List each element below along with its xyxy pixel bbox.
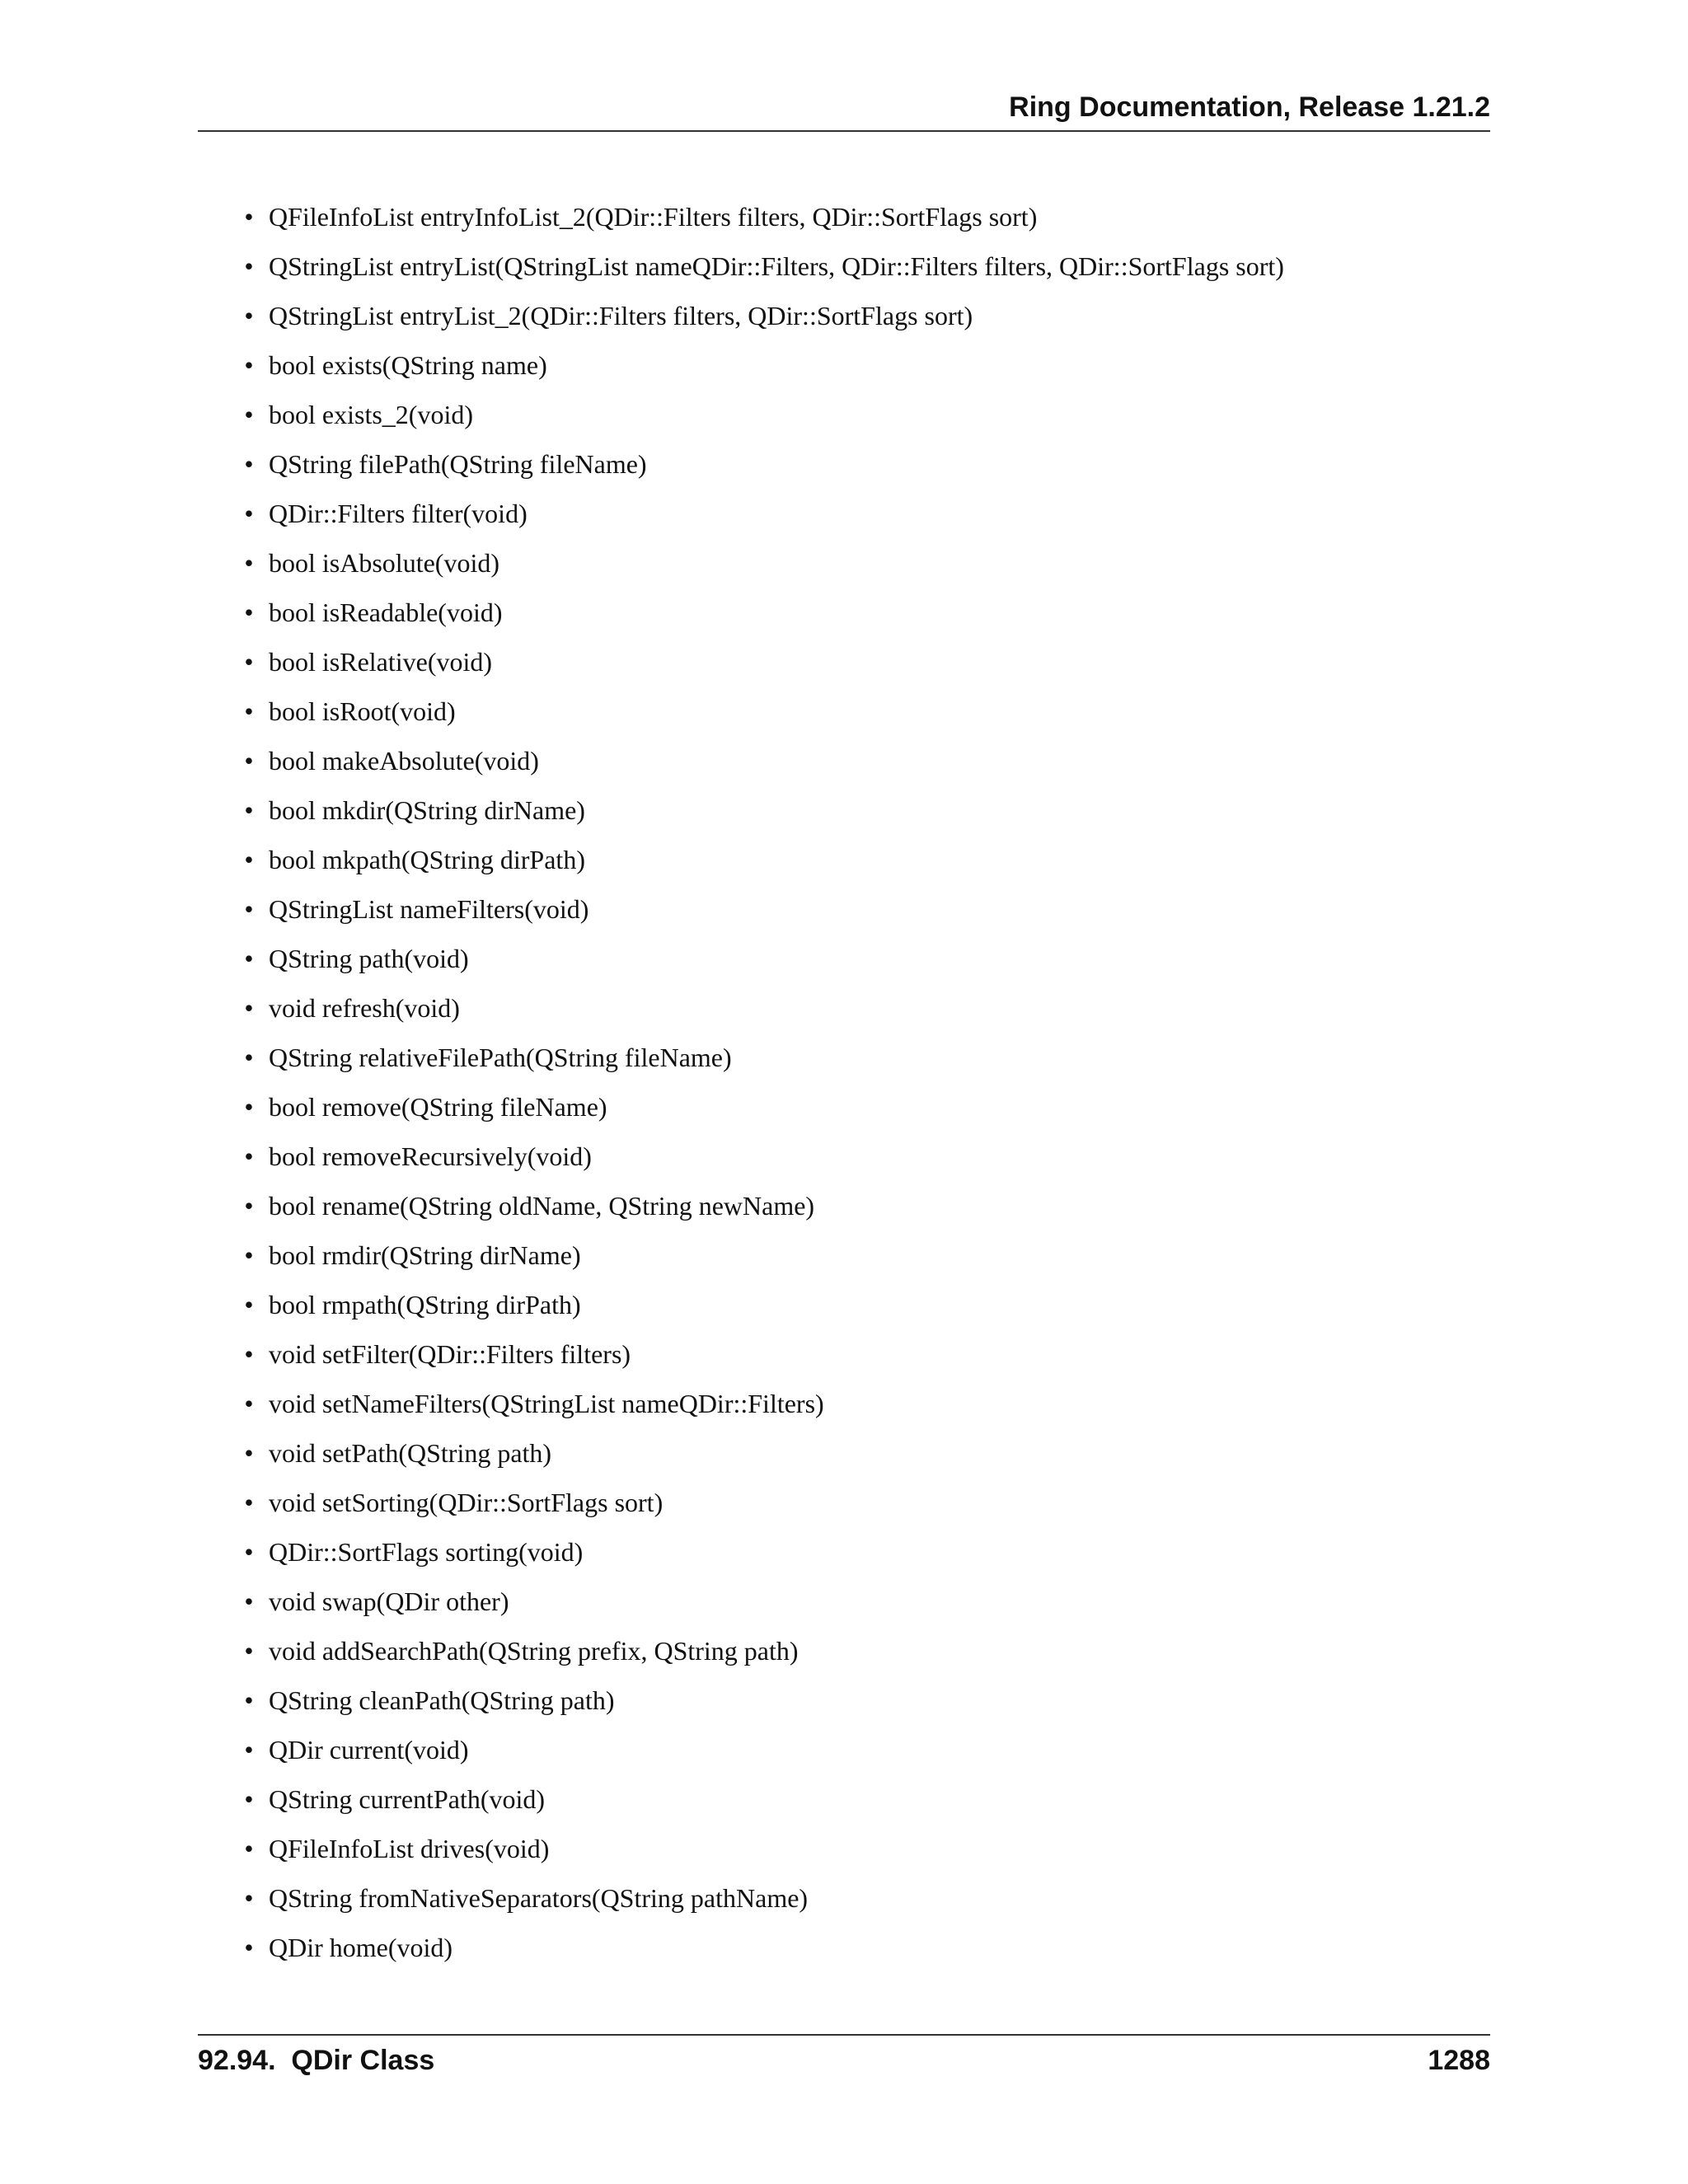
- list-item: [239, 1088, 1475, 1137]
- bullet-icon: •: [244, 1339, 254, 1369]
- bullet-icon: •: [244, 1290, 254, 1319]
- bullet-icon: •: [244, 894, 254, 924]
- method-signature: QFileInfoList entryInfoList_2(QDir::Filters filters, QDir::SortFlags sort): [269, 202, 1038, 232]
- footer-page-number: 1288: [1428, 2045, 1490, 2076]
- method-signature: bool isRelative(void): [269, 647, 493, 677]
- list-item: [239, 1731, 1475, 1780]
- method-signature: void addSearchPath(QString prefix, QString path): [269, 1636, 799, 1666]
- footer-section-title: 92.94. QDir Class: [198, 2045, 435, 2076]
- bullet-icon: •: [244, 1685, 254, 1715]
- method-signature: QDir current(void): [269, 1735, 469, 1765]
- list-item: [239, 1632, 1475, 1681]
- bullet-icon: •: [244, 795, 254, 825]
- list-item: [239, 989, 1475, 1038]
- bullet-icon: •: [244, 1834, 254, 1863]
- method-signature: bool isReadable(void): [269, 598, 503, 627]
- bullet-icon: •: [244, 499, 254, 528]
- bullet-icon: •: [244, 647, 254, 677]
- method-signature: bool remove(QString fileName): [269, 1092, 607, 1122]
- bullet-icon: •: [244, 251, 254, 281]
- bullet-icon: •: [244, 944, 254, 973]
- method-signature: bool exists_2(void): [269, 400, 473, 429]
- list-item: [239, 593, 1475, 643]
- list-item: [239, 1533, 1475, 1582]
- bullet-icon: •: [244, 1636, 254, 1666]
- method-signature: QString cleanPath(QString path): [269, 1685, 615, 1715]
- list-item: [239, 742, 1475, 791]
- list-item: [239, 1830, 1475, 1879]
- list-item: [239, 494, 1475, 544]
- method-signature: bool isRoot(void): [269, 696, 456, 726]
- method-signature: QString filePath(QString fileName): [269, 449, 647, 479]
- method-signature: void setFilter(QDir::Filters filters): [269, 1339, 631, 1369]
- bullet-icon: •: [244, 449, 254, 479]
- bullet-icon: •: [244, 845, 254, 874]
- bullet-icon: •: [244, 1735, 254, 1765]
- bullet-icon: •: [244, 1933, 254, 1962]
- list-item: [239, 544, 1475, 593]
- bullet-icon: •: [244, 202, 254, 232]
- bullet-icon: •: [244, 598, 254, 627]
- method-signature: bool rename(QString oldName, QString newName): [269, 1191, 815, 1221]
- method-signature: QString currentPath(void): [269, 1784, 546, 1814]
- method-signature: bool makeAbsolute(void): [269, 746, 539, 776]
- method-signature: bool exists(QString name): [269, 350, 547, 380]
- bullet-icon: •: [244, 1191, 254, 1221]
- method-signature: QDir::SortFlags sorting(void): [269, 1537, 584, 1567]
- bullet-icon: •: [244, 1141, 254, 1171]
- method-signature: void refresh(void): [269, 993, 460, 1023]
- method-list: [239, 198, 1475, 1978]
- list-item: [239, 445, 1475, 494]
- bullet-icon: •: [244, 1092, 254, 1122]
- method-signature: bool mkdir(QString dirName): [269, 795, 585, 825]
- list-item: [239, 692, 1475, 742]
- header-title: Ring Documentation, Release 1.21.2: [1009, 91, 1490, 123]
- list-item: [239, 1780, 1475, 1830]
- bullet-icon: •: [244, 1883, 254, 1913]
- bullet-icon: •: [244, 301, 254, 330]
- list-item: [239, 643, 1475, 692]
- bullet-icon: •: [244, 1240, 254, 1270]
- list-item: [239, 346, 1475, 396]
- bullet-icon: •: [244, 400, 254, 429]
- method-signature: QString fromNativeSeparators(QString pathName): [269, 1883, 809, 1913]
- method-signature: bool rmdir(QString dirName): [269, 1240, 581, 1270]
- method-signature: QDir::Filters filter(void): [269, 499, 528, 528]
- list-item: [239, 940, 1475, 989]
- list-item: [239, 1187, 1475, 1236]
- bullet-icon: •: [244, 746, 254, 776]
- list-item: [239, 1038, 1475, 1088]
- page-header: [198, 91, 1490, 132]
- list-item: [239, 1385, 1475, 1434]
- list-item: [239, 1929, 1475, 1978]
- bullet-icon: •: [244, 1537, 254, 1567]
- method-signature: void setNameFilters(QStringList nameQDir::Filters): [269, 1389, 824, 1418]
- list-item: [239, 1879, 1475, 1929]
- method-signature: QString relativeFilePath(QString fileName): [269, 1043, 732, 1072]
- list-item: [239, 1137, 1475, 1187]
- method-signature: QFileInfoList drives(void): [269, 1834, 550, 1863]
- method-signature: QDir home(void): [269, 1933, 453, 1962]
- list-item: [239, 1434, 1475, 1483]
- bullet-icon: •: [244, 1043, 254, 1072]
- bullet-icon: •: [244, 1586, 254, 1616]
- method-signature: void swap(QDir other): [269, 1586, 509, 1616]
- method-signature: bool isAbsolute(void): [269, 548, 499, 578]
- list-item: [239, 396, 1475, 445]
- method-signature: bool mkpath(QString dirPath): [269, 845, 585, 874]
- bullet-icon: •: [244, 350, 254, 380]
- method-signature: QStringList entryList_2(QDir::Filters filters, QDir::SortFlags sort): [269, 301, 973, 330]
- method-signature: void setSorting(QDir::SortFlags sort): [269, 1488, 663, 1517]
- list-item: [239, 890, 1475, 940]
- bullet-icon: •: [244, 1488, 254, 1517]
- method-signature: QStringList nameFilters(void): [269, 894, 589, 924]
- page-footer: [198, 2034, 1490, 2085]
- method-signature: bool removeRecursively(void): [269, 1141, 592, 1171]
- list-item: [239, 1681, 1475, 1731]
- bullet-icon: •: [244, 993, 254, 1023]
- list-item: [239, 247, 1475, 297]
- bullet-icon: •: [244, 548, 254, 578]
- list-item: [239, 1483, 1475, 1533]
- bullet-icon: •: [244, 1389, 254, 1418]
- bullet-icon: •: [244, 1438, 254, 1468]
- list-item: [239, 1236, 1475, 1286]
- list-item: [239, 1582, 1475, 1632]
- list-item: [239, 1286, 1475, 1335]
- list-item: [239, 841, 1475, 890]
- list-item: [239, 297, 1475, 346]
- method-signature: QStringList entryList(QStringList nameQDir::Filters, QDir::Filters filters, QDir::SortFlags sort): [269, 251, 1284, 281]
- method-signature: QString path(void): [269, 944, 469, 973]
- list-item: [239, 791, 1475, 841]
- content: [239, 198, 1475, 1978]
- bullet-icon: •: [244, 696, 254, 726]
- list-item: [239, 1335, 1475, 1385]
- list-item: [239, 198, 1475, 247]
- method-signature: bool rmpath(QString dirPath): [269, 1290, 581, 1319]
- bullet-icon: •: [244, 1784, 254, 1814]
- method-signature: void setPath(QString path): [269, 1438, 552, 1468]
